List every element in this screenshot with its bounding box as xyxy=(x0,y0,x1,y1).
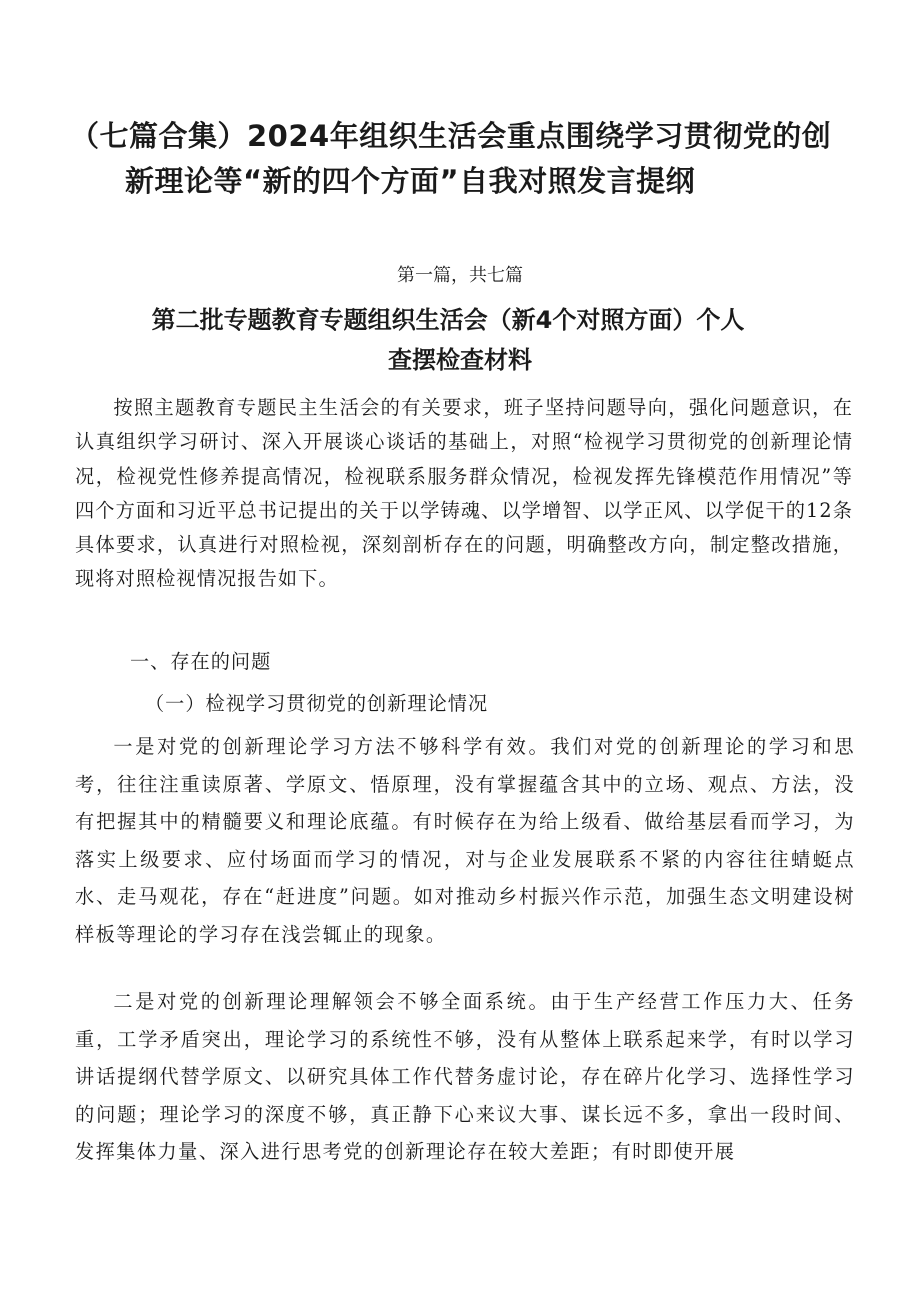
heading-existing-problems: 一、存在的问题 xyxy=(130,650,272,673)
document-title-line-2: 新理论等“新的四个方面”自我对照发言提纲 xyxy=(125,164,696,198)
intro-paragraph: 按照主题教育专题民主生活会的有关要求，班子坚持问题导向，强化问题意识，在认真组织学习研讨、深入开展谈心谈话的基础上，对照“检视学习贯彻党的创新理论情况，检视党性修养提高情况，检视联系服务群众情况，检视发挥先锋模范作用情况”等四个方面和习近平总书记提出的关于以学铸魂、以学增智、以学正风、以学促干的12条具体要求，认真进行对照检视，深刻剖析存在的问题，明确整改方向，制定整改措施，现将对照检视情况报告如下。 xyxy=(75,396,853,591)
body-paragraph-2: 二是对党的创新理论理解领会不够全面系统。由于生产经营工作压力大、任务重，工学矛盾突出，理论学习的系统性不够，没有从整体上联系起来学，有时以学习讲话提纲代替学原文、以研究具体工作代替务虚讨论，存在碎片化学习、选择性学习的问题；理论学习的深度不够，真正静下心来议大事、谋长远不多，拿出一段时间、发挥集体力量、深入进行思考党的创新理论存在较大差距；有时即使开展 xyxy=(75,990,855,1163)
section-title-line-1: 第二批专题教育专题组织生活会（新4个对照方面）个人 xyxy=(151,306,745,334)
heading-subsection-1: （一）检视学习贯彻党的创新理论情况 xyxy=(145,692,489,715)
body-paragraph-1: 一是对党的创新理论学习方法不够科学有效。我们对党的创新理论的学习和思考，往往注重读原著、学原文、悟原理，没有掌握蕴含其中的立场、观点、方法，没有把握其中的精髓要义和理论底蕴。有时候存在为给上级看、做给基层看而学习，为落实上级要求、应付场面而学习的情况，对与企业发展联系不紧的内容往往蜻蜓点水、走马观花，存在“赶进度”问题。如对推动乡村振兴作示范，加强生态文明建设树样板等理论的学习存在浅尝辄止的现象。 xyxy=(75,735,855,946)
document-title-line-1: （七篇合集）2024年组织生活会重点围绕学习贯彻党的创 xyxy=(70,119,832,153)
document-subtitle: 第一篇，共七篇 xyxy=(397,265,523,286)
section-title-line-2: 查摆检查材料 xyxy=(388,346,532,374)
